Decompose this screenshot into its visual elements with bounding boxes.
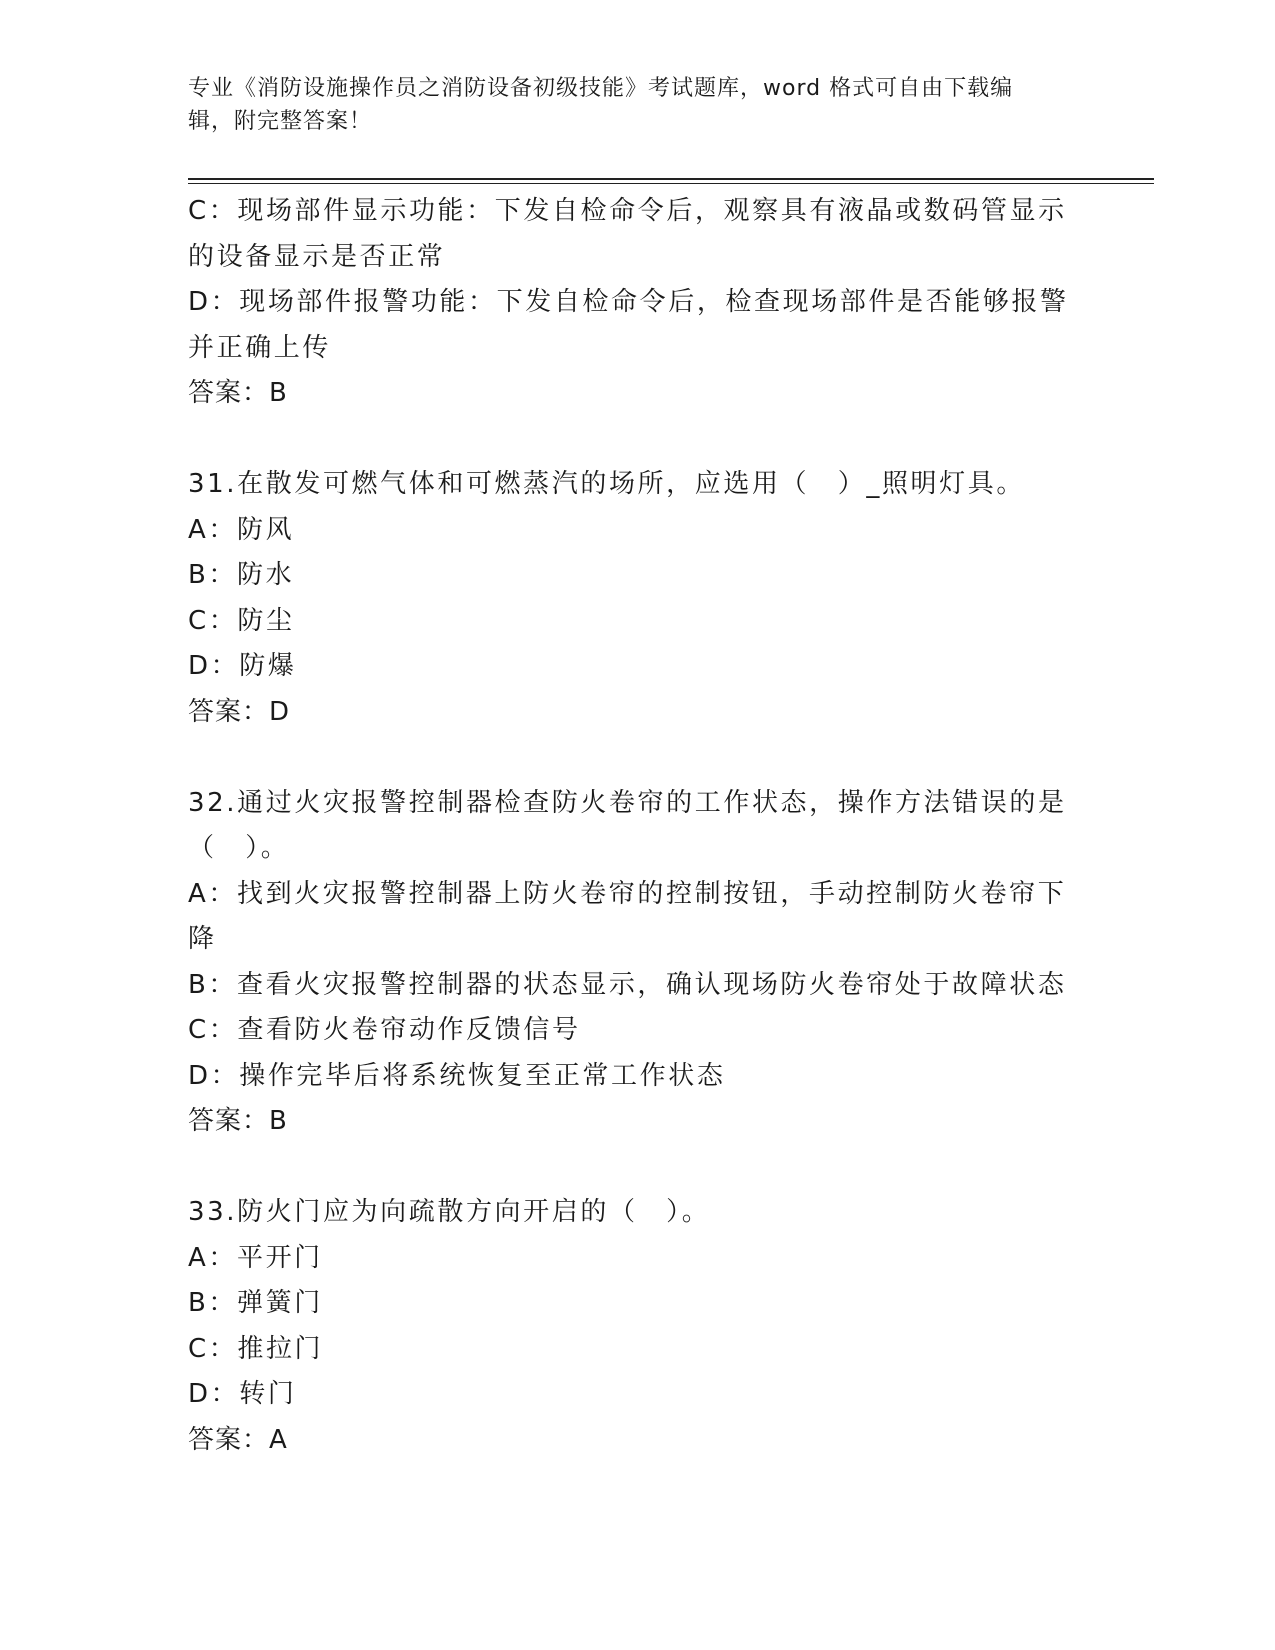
question-32-answer: 答案：B [188,1106,288,1136]
question-31-option-b: B：防水 [188,560,295,590]
question-33-text: 33.防火门应为向疏散方向开启的（ ）。 [188,1197,711,1227]
question-32-option-b: B：查看火灾报警控制器的状态显示，确认现场防火卷帘处于故障状态 [188,969,1067,1000]
question-content [188,189,1078,1463]
question-32-option-a-line-1: A：找到火灾报警控制器上防火卷帘的控制按钮，手动控制防火卷帘下 [188,878,1067,909]
question-32-text-line-1: 32.通过火灾报警控制器检查防火卷帘的工作状态，操作方法错误的是 [188,787,1067,818]
header-line-1: 专业《消防设施操作员之消防设备初级技能》考试题库，word 格式可自由下载编 [188,76,1014,101]
option-c-line-2: 的设备显示是否正常 [188,241,446,272]
question-31-option-d: D：防爆 [188,651,297,681]
question-32-text-line-2: （ ）。 [188,833,290,863]
answer-text: 答案：B [188,378,288,408]
document-header [188,72,1068,138]
option-d-line-2: 并正确上传 [188,332,332,363]
spacer [188,417,1078,463]
header-rule-thick [188,178,1154,180]
spacer [188,735,1078,781]
question-33-option-d: D：转门 [188,1379,297,1409]
header-rule-thin [188,183,1154,184]
header-line-2: 辑，附完整答案！ [188,109,373,134]
question-31-text: 31.在散发可燃气体和可燃蒸汽的场所，应选用（ ）_照明灯具。 [188,469,1025,499]
question-31-option-c: C：防尘 [188,605,295,636]
question-32-option-a-line-2: 降 [188,924,217,954]
question-33-option-b: B：弹簧门 [188,1288,323,1318]
question-33-option-c: C：推拉门 [188,1333,324,1364]
question-33-answer: 答案：A [188,1424,288,1455]
question-32-option-c: C：查看防火卷帘动作反馈信号 [188,1015,581,1045]
spacer [188,1145,1078,1191]
question-32-option-d: D：操作完毕后将系统恢复至正常工作状态 [188,1060,726,1091]
question-33-option-a: A：平开门 [188,1242,323,1273]
question-31-option-a: A：防风 [188,514,295,545]
question-31-answer: 答案：D [188,696,291,727]
option-d-line-1: D：现场部件报警功能：下发自检命令后，检查现场部件是否能够报警 [188,287,1069,317]
option-c-line-1: C：现场部件显示功能：下发自检命令后，观察具有液晶或数码管显示 [188,196,1067,226]
